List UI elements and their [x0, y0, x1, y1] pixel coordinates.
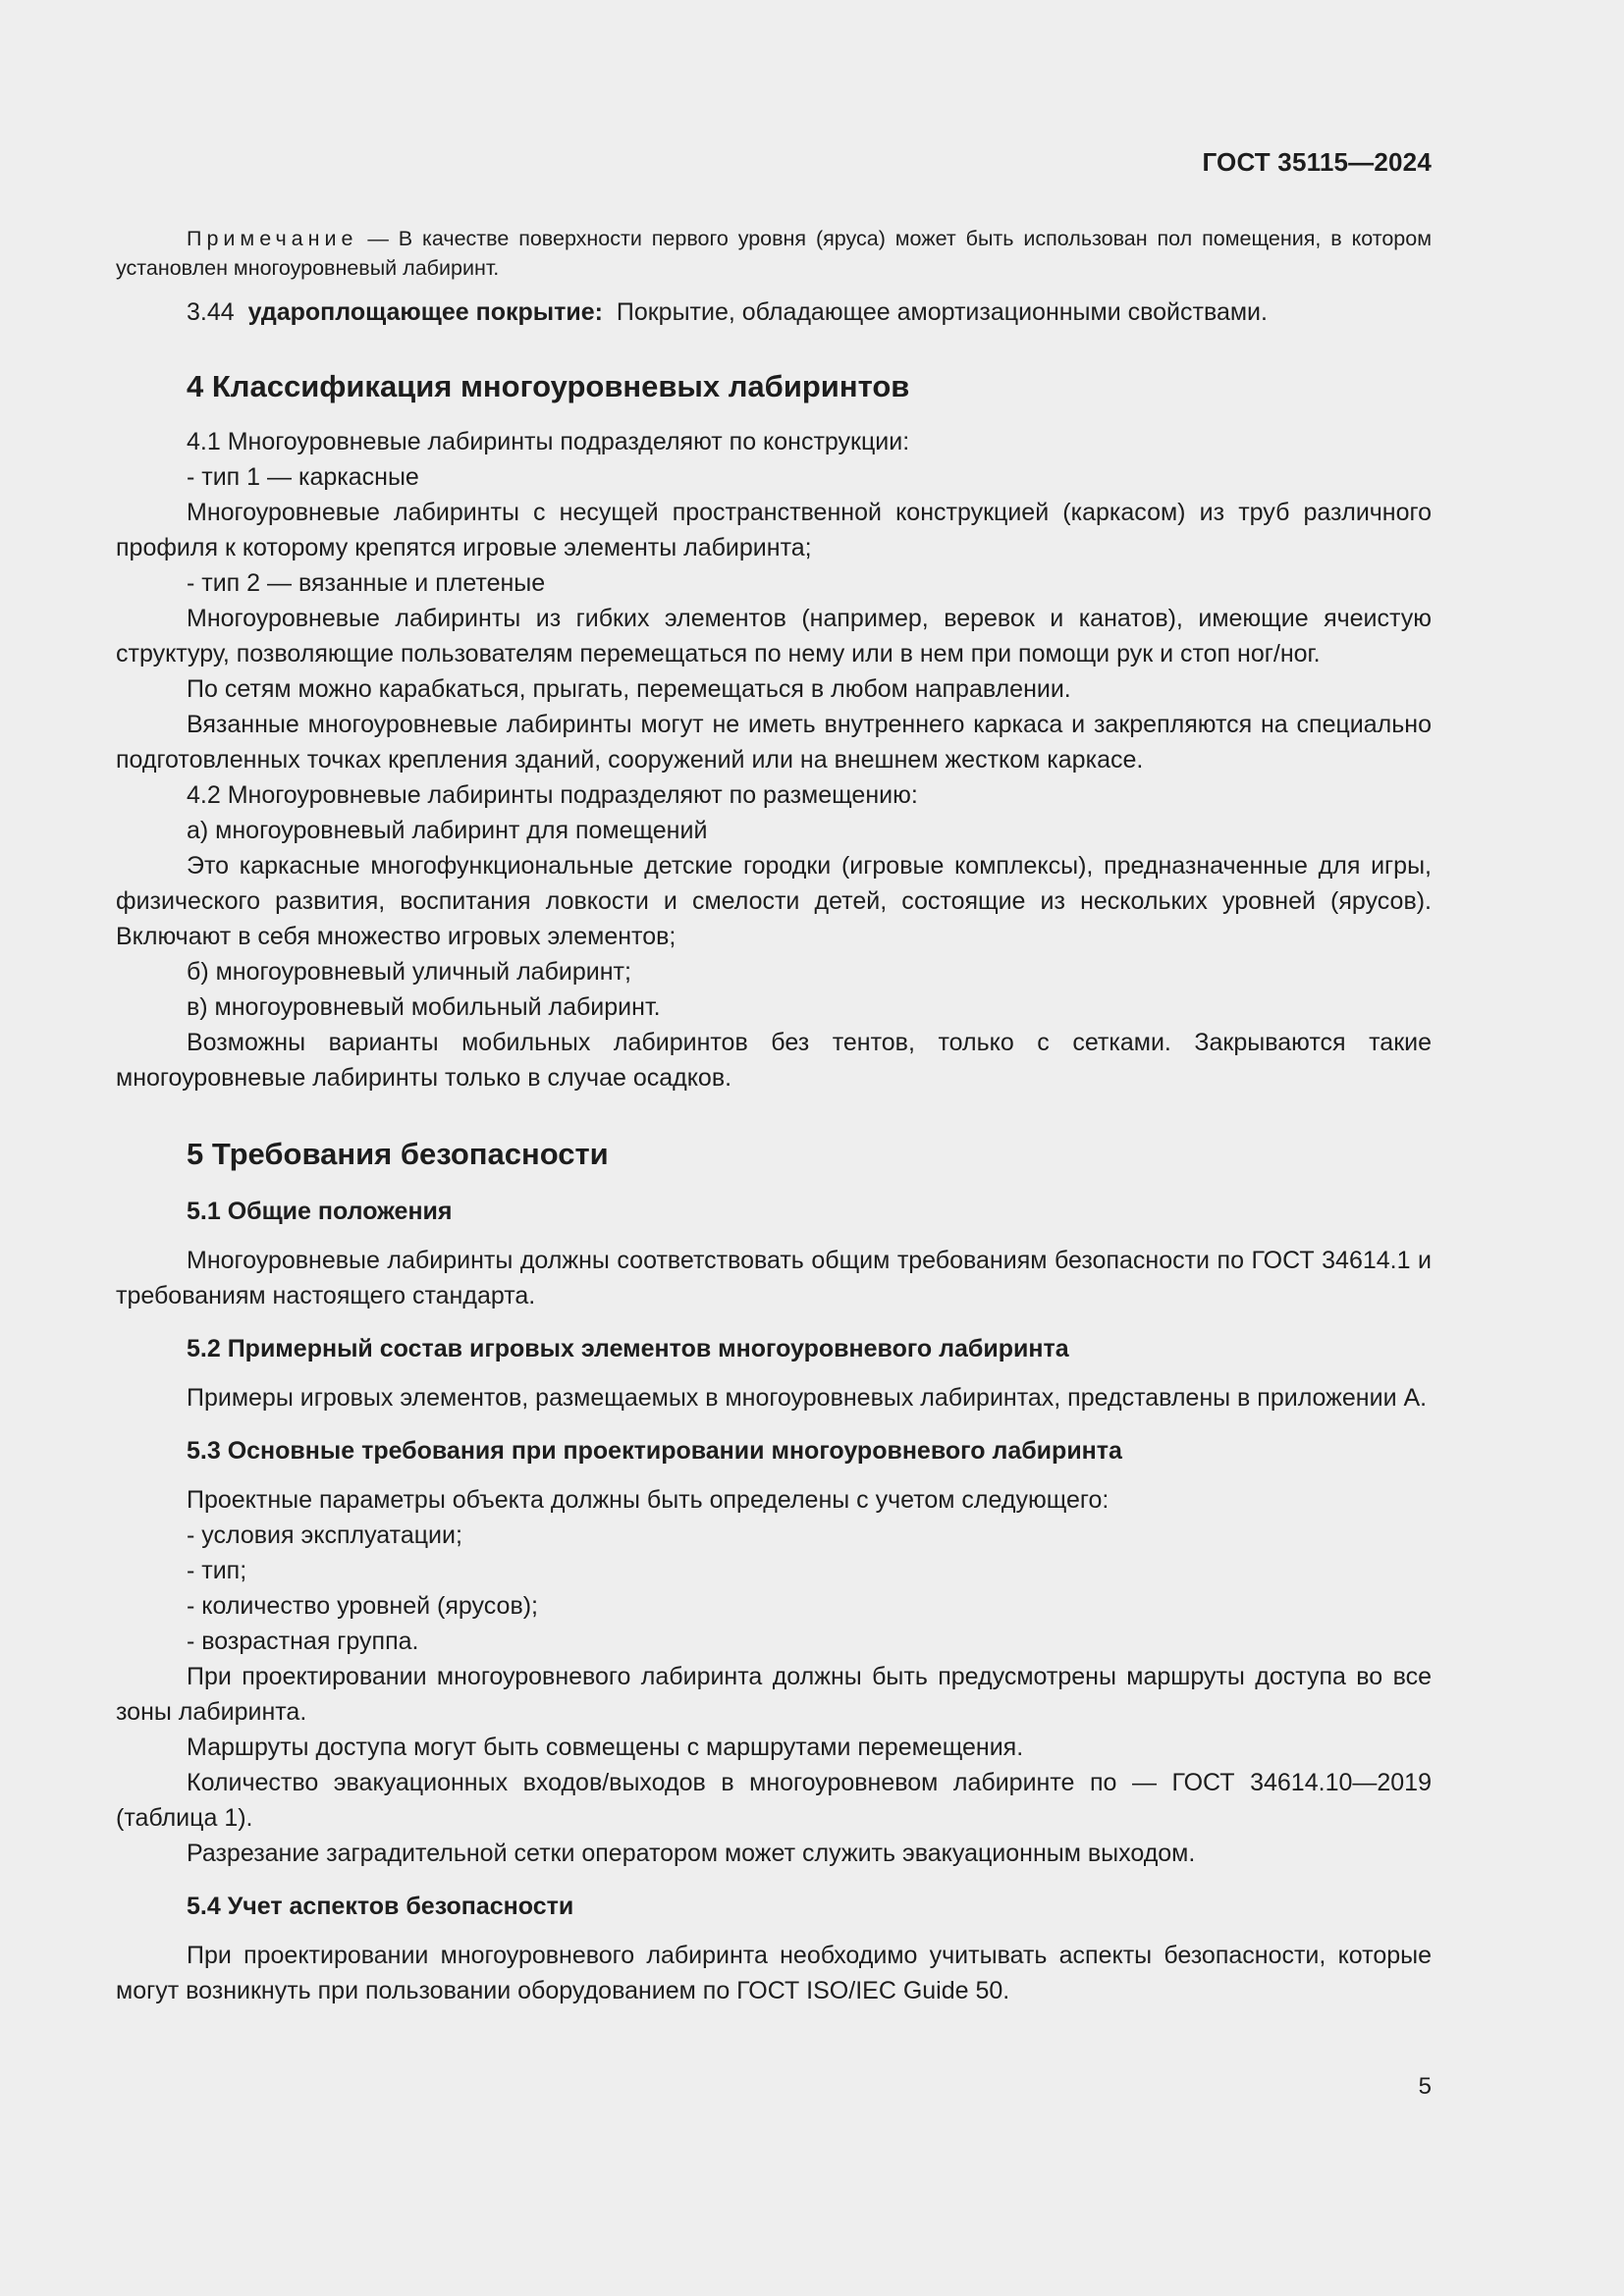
note-text: — В качестве поверхности первого уровня (яруса) может быть использован пол помещения, в котором установлен многоуровневый лабиринт. [116, 227, 1432, 280]
section-4-heading: 4 Классификация многоуровневых лабиринтов [187, 369, 910, 403]
list-item-b: б) многоуровневый уличный лабиринт; [187, 958, 631, 986]
paragraph-5-1: Многоуровневые лабиринты должны соответствовать общим требованиям безопасности по ГОСТ 34614.1 и требованиям настоящего стандарта. [116, 1247, 1432, 1309]
paragraph-evacuation-exits: Количество эвакуационных входов/выходов в многоуровневом лабиринте по — ГОСТ 34614.10—2019 (таблица 1). [116, 1769, 1432, 1832]
list-item-age-group: - возрастная группа. [187, 1628, 419, 1655]
document-body [116, 224, 1432, 2008]
paragraph-routes-combined: Маршруты доступа могут быть совмещены с маршрутами перемещения. [187, 1734, 1024, 1761]
list-item-levels: - количество уровней (ярусов); [187, 1592, 538, 1620]
term-name: удароплощающее покрытие: [247, 298, 603, 326]
term-definition-3-44 [116, 294, 1432, 330]
paragraph-5-4: При проектировании многоуровневого лабиринта необходимо учитывать аспекты безопасности, которые могут возникнуть при пользовании оборудованием по ГОСТ ISO/IEC Guide 50. [116, 1942, 1432, 2004]
paragraph-net-cutting: Разрезание заградительной сетки оператором может служить эвакуационным выходом. [187, 1840, 1196, 1867]
list-item-type: - тип; [187, 1557, 247, 1584]
term-definition: Покрытие, обладающее амортизационными свойствами. [616, 298, 1268, 326]
paragraph-4-1: 4.1 Многоуровневые лабиринты подразделяют по конструкции: [187, 428, 910, 455]
paragraph-type-1-desc: Многоуровневые лабиринты с несущей пространственной конструкцией (каркасом) из труб различного профиля к которому крепятся игровые элементы лабиринта; [116, 499, 1432, 561]
subsection-5-3-body [116, 1482, 1432, 1871]
subsection-5-1-heading: 5.1 Общие положения [187, 1198, 453, 1225]
paragraph-5-3-intro: Проектные параметры объекта должны быть определены с учетом следующего: [187, 1486, 1110, 1514]
paragraph-access-routes: При проектировании многоуровневого лабиринта должны быть предусмотрены маршруты доступа во все зоны лабиринта. [116, 1663, 1432, 1726]
subsection-5-2-heading: 5.2 Примерный состав игровых элементов многоуровневого лабиринта [187, 1335, 1069, 1362]
subsection-5-3-heading: 5.3 Основные требования при проектировании многоуровневого лабиринта [187, 1437, 1122, 1465]
subsection-5-4-heading: 5.4 Учет аспектов безопасности [187, 1893, 574, 1920]
list-item-type-2: - тип 2 — вязанные и плетеные [187, 569, 546, 597]
list-item-conditions: - условия эксплуатации; [187, 1522, 462, 1549]
section-5-heading: 5 Требования безопасности [187, 1137, 609, 1171]
document-code-header: ГОСТ 35115—2024 [1202, 147, 1432, 177]
note-paragraph [116, 224, 1432, 283]
term-number: 3.44 [187, 298, 235, 326]
section-4-body [116, 424, 1432, 1095]
paragraph-type-2-desc: Многоуровневые лабиринты из гибких элементов (например, веревок и канатов), имеющие ячеистую структуру, позволяющие пользователям перемещаться по нему или в нем при помощи рук и стоп ног/ног. [116, 605, 1432, 667]
paragraph-mobile-desc: Возможны варианты мобильных лабиринтов без тентов, только с сетками. Закрываются такие многоуровневые лабиринты только в случае осадков. [116, 1029, 1432, 1092]
paragraph-knitted: Вязанные многоуровневые лабиринты могут не иметь внутреннего каркаса и закрепляются на специально подготовленных точках крепления зданий, сооружений или на внешнем жестком каркасе. [116, 711, 1432, 774]
paragraph-5-2: Примеры игровых элементов, размещаемых в многоуровневых лабиринтах, представлены в приложении А. [187, 1384, 1428, 1412]
paragraph-4-2: 4.2 Многоуровневые лабиринты подразделяют по размещению: [187, 781, 918, 809]
paragraph-nets: По сетям можно карабкаться, прыгать, перемещаться в любом направлении. [187, 675, 1071, 703]
paragraph-indoor-desc: Это каркасные многофункциональные детские городки (игровые комплексы), предназначенные для игры, физического развития, воспитания ловкости и смелости детей, состоящие из нескольких уровней (ярусов). Включают в себя множество игровых элементов; [116, 852, 1432, 950]
list-item-v: в) многоуровневый мобильный лабиринт. [187, 993, 661, 1021]
page-number: 5 [1418, 2073, 1432, 2100]
list-item-a: а) многоуровневый лабиринт для помещений [187, 817, 708, 844]
note-label: Примечание [187, 227, 358, 250]
list-item-type-1: - тип 1 — каркасные [187, 463, 419, 491]
